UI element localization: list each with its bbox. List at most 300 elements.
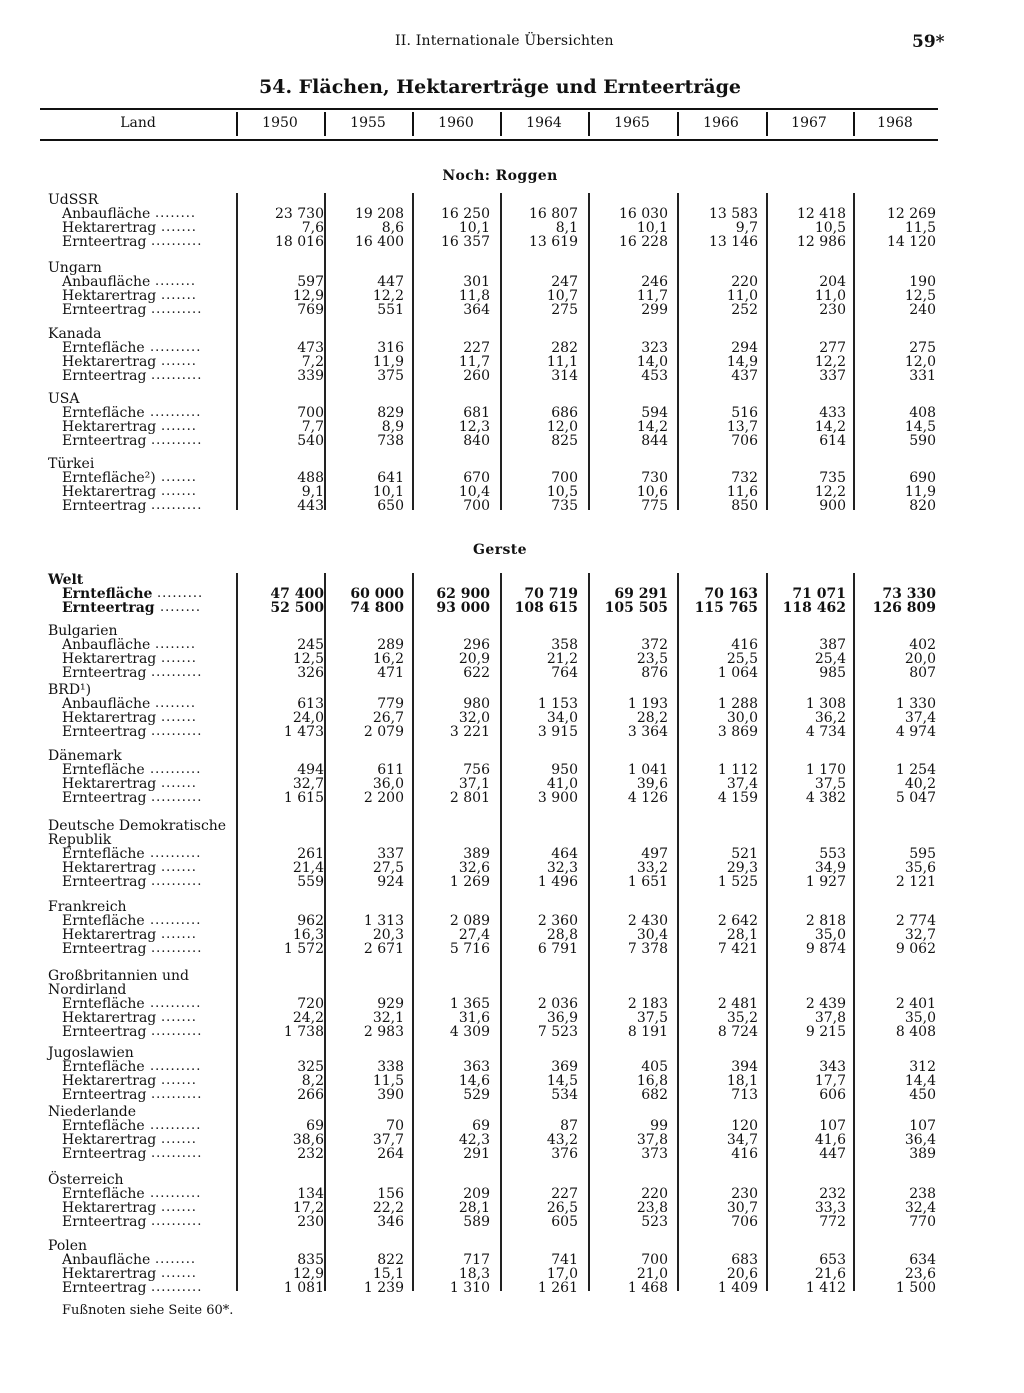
table-cell: 35,2 xyxy=(726,1009,758,1026)
table-cell: 1 112 xyxy=(717,761,758,778)
table-cell: 2 360 xyxy=(537,912,578,929)
table-cell: 14,9 xyxy=(726,353,758,370)
table-row xyxy=(40,1088,938,1102)
row-label: Ernteertrag xyxy=(62,432,147,449)
table-cell: 35,0 xyxy=(904,1009,936,1026)
table-cell: 343 xyxy=(819,1058,846,1075)
column-header-year: 1950 xyxy=(262,115,298,131)
row-label: Hektarertrag xyxy=(62,418,157,435)
table-cell: 7,6 xyxy=(301,219,324,236)
table-row xyxy=(40,914,938,928)
table-cell: 929 xyxy=(377,995,404,1012)
table-cell: 924 xyxy=(377,873,404,890)
table-cell: 717 xyxy=(463,1251,490,1268)
table-cell: 21,4 xyxy=(292,859,324,876)
row-label: Ernteertrag xyxy=(62,1145,147,1162)
table-cell: 363 xyxy=(463,1058,490,1075)
table-cell: 28,8 xyxy=(546,926,578,943)
table-cell: 238 xyxy=(909,1185,936,1202)
table-row xyxy=(40,666,938,680)
table-cell: 682 xyxy=(641,1086,668,1103)
running-title: II. Internationale Übersichten xyxy=(395,33,614,49)
row-label: Ernteertrag xyxy=(62,723,147,740)
row-label: Ernteertrag xyxy=(62,367,147,384)
table-cell: 5 047 xyxy=(895,789,936,806)
table-cell: 30,4 xyxy=(636,926,668,943)
table-cell: 7,7 xyxy=(301,418,324,435)
table-cell: 70 719 xyxy=(524,585,578,602)
leader-dots: ....... xyxy=(161,926,197,942)
table-cell: 1 288 xyxy=(717,695,758,712)
table-cell: 1 330 xyxy=(895,695,936,712)
leader-dots: ....... xyxy=(161,709,197,725)
leader-dots: ....... xyxy=(161,775,197,791)
row-label: Erntefläche xyxy=(62,339,145,356)
table-cell: 634 xyxy=(909,1251,936,1268)
header-column-separator xyxy=(588,112,590,136)
table-cell: 779 xyxy=(377,695,404,712)
table-cell: 291 xyxy=(463,1145,490,1162)
leader-dots: .......... xyxy=(151,1023,203,1039)
table-cell: 13 619 xyxy=(529,233,578,250)
row-label: Erntefläche xyxy=(62,585,153,602)
header-column-separator xyxy=(412,112,414,136)
row-label: Hektarertrag xyxy=(62,859,157,876)
table-cell: 9 062 xyxy=(895,940,936,957)
table-cell: 8,2 xyxy=(301,1072,324,1089)
table-row xyxy=(40,420,938,434)
table-cell: 829 xyxy=(377,404,404,421)
leader-dots: ....... xyxy=(161,287,197,303)
table-cell: 559 xyxy=(297,873,324,890)
table-cell: 5 716 xyxy=(449,940,490,957)
table-cell: 706 xyxy=(731,432,758,449)
table-row xyxy=(40,289,938,303)
table-cell: 37,4 xyxy=(726,775,758,792)
table-cell: 156 xyxy=(377,1185,404,1202)
table-cell: 14 120 xyxy=(887,233,936,250)
table-cell: 389 xyxy=(909,1145,936,1162)
table-cell: 844 xyxy=(641,432,668,449)
row-label: Anbaufläche xyxy=(62,636,151,653)
table-header-row xyxy=(40,112,938,138)
table-cell: 1 615 xyxy=(283,789,324,806)
table-cell: 16,3 xyxy=(292,926,324,943)
table-cell: 37,5 xyxy=(636,1009,668,1026)
table-cell: 590 xyxy=(909,432,936,449)
country-name: Kanada xyxy=(48,326,102,342)
table-row xyxy=(40,406,938,420)
table-cell: 10,6 xyxy=(636,483,668,500)
table-cell: 11,7 xyxy=(636,287,668,304)
leader-dots: .......... xyxy=(150,1185,202,1201)
table-row xyxy=(40,697,938,711)
column-header-year: 1960 xyxy=(438,115,474,131)
table-cell: 19 208 xyxy=(355,205,404,222)
country-name: Österreich xyxy=(48,1172,124,1188)
table-cell: 606 xyxy=(819,1086,846,1103)
footnote: Fußnoten siehe Seite 60*. xyxy=(62,1303,234,1318)
table-cell: 15,1 xyxy=(372,1265,404,1282)
table-row xyxy=(40,1187,938,1201)
table-cell: 36,2 xyxy=(814,709,846,726)
table-row xyxy=(40,1060,938,1074)
table-cell: 3 364 xyxy=(627,723,668,740)
table-cell: 605 xyxy=(551,1213,578,1230)
leader-dots: .......... xyxy=(151,940,203,956)
table-cell: 3 915 xyxy=(537,723,578,740)
section-title: Gerste xyxy=(473,542,527,558)
table-cell: 611 xyxy=(377,761,404,778)
table-cell: 13 583 xyxy=(709,205,758,222)
table-cell: 323 xyxy=(641,339,668,356)
table-row xyxy=(40,601,938,615)
leader-dots: ....... xyxy=(161,1199,197,1215)
table-cell: 6 791 xyxy=(537,940,578,957)
table-row xyxy=(40,1267,938,1281)
table-cell: 597 xyxy=(297,273,324,290)
table-header-rule xyxy=(40,139,938,141)
leader-dots: .......... xyxy=(151,873,203,889)
table-cell: 4 309 xyxy=(449,1023,490,1040)
table-cell: 52 500 xyxy=(270,599,324,616)
table-cell: 34,9 xyxy=(814,859,846,876)
country-name: Niederlande xyxy=(48,1104,137,1120)
table-cell: 37,5 xyxy=(814,775,846,792)
table-cell: 38,6 xyxy=(292,1131,324,1148)
table-cell: 28,2 xyxy=(636,709,668,726)
table-cell: 950 xyxy=(551,761,578,778)
leader-dots: .......... xyxy=(151,789,203,805)
table-cell: 2 439 xyxy=(805,995,846,1012)
table-cell: 2 200 xyxy=(363,789,404,806)
table-cell: 23 730 xyxy=(275,205,324,222)
table-cell: 1 313 xyxy=(363,912,404,929)
column-header-year: 1967 xyxy=(791,115,827,131)
page-number: 59* xyxy=(912,32,945,52)
country-name: Dänemark xyxy=(48,748,122,764)
table-cell: 9,7 xyxy=(735,219,758,236)
table-cell: 3 221 xyxy=(449,723,490,740)
table-cell: 11,7 xyxy=(458,353,490,370)
table-cell: 37,7 xyxy=(372,1131,404,1148)
table-cell: 7 421 xyxy=(717,940,758,957)
leader-dots: .......... xyxy=(151,1279,203,1295)
table-cell: 11,0 xyxy=(726,287,758,304)
column-header-land: Land xyxy=(120,115,156,131)
table-cell: 13 146 xyxy=(709,233,758,250)
leader-dots: ....... xyxy=(161,353,197,369)
leader-dots: ........ xyxy=(155,205,197,221)
table-cell: 87 xyxy=(560,1117,578,1134)
leader-dots: ......... xyxy=(157,585,204,601)
row-label: Hektarertrag xyxy=(62,1199,157,1216)
table-cell: 1 254 xyxy=(895,761,936,778)
table-cell: 2 036 xyxy=(537,995,578,1012)
table-cell: 683 xyxy=(731,1251,758,1268)
table-cell: 11,1 xyxy=(546,353,578,370)
table-cell: 850 xyxy=(731,497,758,514)
leader-dots: .......... xyxy=(151,367,203,383)
table-cell: 4 126 xyxy=(627,789,668,806)
table-cell: 30,0 xyxy=(726,709,758,726)
table-cell: 2 183 xyxy=(627,995,668,1012)
row-label: Erntefläche xyxy=(62,761,145,778)
table-cell: 523 xyxy=(641,1213,668,1230)
country-name: Welt xyxy=(48,572,84,588)
table-cell: 387 xyxy=(819,636,846,653)
row-label: Hektarertrag xyxy=(62,1131,157,1148)
table-cell: 835 xyxy=(297,1251,324,1268)
table-cell: 650 xyxy=(377,497,404,514)
table-cell: 372 xyxy=(641,636,668,653)
table-cell: 700 xyxy=(551,469,578,486)
row-label: Erntefläche xyxy=(62,1117,145,1134)
table-cell: 653 xyxy=(819,1251,846,1268)
row-label: Hektarertrag xyxy=(62,483,157,500)
country-name: Ungarn xyxy=(48,260,102,276)
country-name: Republik xyxy=(48,831,112,848)
row-label: Ernteertrag xyxy=(62,497,147,514)
table-cell: 8,9 xyxy=(381,418,404,435)
leader-dots: ....... xyxy=(161,483,197,499)
table-cell: 62 900 xyxy=(436,585,490,602)
section-body xyxy=(40,192,938,514)
table-row xyxy=(40,1133,938,1147)
table-cell: 681 xyxy=(463,404,490,421)
leader-dots: .......... xyxy=(150,761,202,777)
table-cell: 1 525 xyxy=(717,873,758,890)
table-cell: 14,5 xyxy=(904,418,936,435)
leader-dots: .......... xyxy=(151,723,203,739)
table-cell: 732 xyxy=(731,469,758,486)
leader-dots: .......... xyxy=(150,1117,202,1133)
row-label: Ernteertrag xyxy=(62,873,147,890)
table-cell: 232 xyxy=(297,1145,324,1162)
row-label: Erntefläche xyxy=(62,404,145,421)
row-label: Ernteertrag xyxy=(62,233,147,250)
row-label: Hektarertrag xyxy=(62,1072,157,1089)
table-cell: 488 xyxy=(297,469,324,486)
table-cell: 230 xyxy=(731,1185,758,1202)
table-cell: 266 xyxy=(297,1086,324,1103)
table-cell: 1 170 xyxy=(805,761,846,778)
table-cell: 73 330 xyxy=(882,585,936,602)
table-cell: 17,7 xyxy=(814,1072,846,1089)
table-cell: 24,2 xyxy=(292,1009,324,1026)
table-cell: 277 xyxy=(819,339,846,356)
table-cell: 11,0 xyxy=(814,287,846,304)
table-cell: 230 xyxy=(819,301,846,318)
table-cell: 3 900 xyxy=(537,789,578,806)
table-cell: 840 xyxy=(463,432,490,449)
table-cell: 450 xyxy=(909,1086,936,1103)
table-cell: 10,1 xyxy=(458,219,490,236)
table-cell: 289 xyxy=(377,636,404,653)
leader-dots: .......... xyxy=(150,404,202,420)
table-cell: 32,1 xyxy=(372,1009,404,1026)
table-row xyxy=(40,638,938,652)
table-cell: 2 401 xyxy=(895,995,936,1012)
table-cell: 12,0 xyxy=(546,418,578,435)
table-cell: 1 496 xyxy=(537,873,578,890)
row-label: Hektarertrag xyxy=(62,219,157,236)
table-cell: 437 xyxy=(731,367,758,384)
table-cell: 32,4 xyxy=(904,1199,936,1216)
table-cell: 12 418 xyxy=(797,205,846,222)
table-cell: 1 473 xyxy=(283,723,324,740)
table-cell: 17,0 xyxy=(546,1265,578,1282)
table-cell: 2 089 xyxy=(449,912,490,929)
table-row xyxy=(40,221,938,235)
table-cell: 260 xyxy=(463,367,490,384)
column-header-year: 1968 xyxy=(877,115,913,131)
table-cell: 20,6 xyxy=(726,1265,758,1282)
table-cell: 337 xyxy=(819,367,846,384)
table-cell: 2 801 xyxy=(449,789,490,806)
table-cell: 9 874 xyxy=(805,940,846,957)
table-cell: 37,8 xyxy=(814,1009,846,1026)
table-row xyxy=(40,471,938,485)
table-cell: 105 505 xyxy=(604,599,668,616)
table-cell: 12,2 xyxy=(372,287,404,304)
table-cell: 301 xyxy=(463,273,490,290)
table-cell: 447 xyxy=(819,1145,846,1162)
table-row xyxy=(40,1025,938,1039)
table-cell: 2 430 xyxy=(627,912,668,929)
table-cell: 17,2 xyxy=(292,1199,324,1216)
table-cell: 433 xyxy=(819,404,846,421)
table-row xyxy=(40,303,938,317)
table-row xyxy=(40,235,938,249)
table-cell: 735 xyxy=(819,469,846,486)
column-header-year: 1965 xyxy=(614,115,650,131)
table-cell: 37,1 xyxy=(458,775,490,792)
table-cell: 820 xyxy=(909,497,936,514)
table-cell: 613 xyxy=(297,695,324,712)
row-label: Hektarertrag xyxy=(62,926,157,943)
table-cell: 369 xyxy=(551,1058,578,1075)
country-name: USA xyxy=(48,391,80,407)
table-cell: 1 261 xyxy=(537,1279,578,1296)
row-label: Hektarertrag xyxy=(62,650,157,667)
table-cell: 876 xyxy=(641,664,668,681)
row-label: Hektarertrag xyxy=(62,775,157,792)
leader-dots: .......... xyxy=(150,1058,202,1074)
table-cell: 2 671 xyxy=(363,940,404,957)
table-cell: 443 xyxy=(297,497,324,514)
table-cell: 37,4 xyxy=(904,709,936,726)
table-cell: 43,2 xyxy=(546,1131,578,1148)
table-cell: 115 765 xyxy=(694,599,758,616)
table-cell: 23,8 xyxy=(636,1199,668,1216)
header-column-separator xyxy=(500,112,502,136)
table-cell: 9,1 xyxy=(301,483,324,500)
table-cell: 686 xyxy=(551,404,578,421)
table-cell: 18,3 xyxy=(458,1265,490,1282)
running-header xyxy=(0,33,1024,55)
header-column-separator xyxy=(677,112,679,136)
table-cell: 14,2 xyxy=(636,418,668,435)
leader-dots: .......... xyxy=(150,339,202,355)
table-cell: 18,1 xyxy=(726,1072,758,1089)
country-name: Frankreich xyxy=(48,899,127,915)
table-cell: 1 193 xyxy=(627,695,668,712)
table-cell: 2 774 xyxy=(895,912,936,929)
table-cell: 107 xyxy=(819,1117,846,1134)
table-cell: 720 xyxy=(297,995,324,1012)
table-cell: 275 xyxy=(551,301,578,318)
table-row xyxy=(40,1281,938,1295)
table-cell: 2 983 xyxy=(363,1023,404,1040)
table-cell: 32,6 xyxy=(458,859,490,876)
leader-dots: .......... xyxy=(151,497,203,513)
table-cell: 16 250 xyxy=(441,205,490,222)
leader-dots: ........ xyxy=(155,273,197,289)
table-cell: 8,6 xyxy=(381,219,404,236)
table-title: 54. Flächen, Hektarerträge und Ernteerträge xyxy=(259,76,741,98)
table-row xyxy=(40,652,938,666)
table-cell: 622 xyxy=(463,664,490,681)
table-row xyxy=(40,875,938,889)
table-row xyxy=(40,997,938,1011)
table-cell: 453 xyxy=(641,367,668,384)
table-cell: 4 734 xyxy=(805,723,846,740)
table-cell: 26,7 xyxy=(372,709,404,726)
table-row xyxy=(40,275,938,289)
table-cell: 8 191 xyxy=(627,1023,668,1040)
table-cell: 641 xyxy=(377,469,404,486)
table-cell: 12,3 xyxy=(458,418,490,435)
table-cell: 120 xyxy=(731,1117,758,1134)
header-column-separator xyxy=(853,112,855,136)
table-cell: 12,0 xyxy=(904,353,936,370)
table-cell: 497 xyxy=(641,845,668,862)
table-row xyxy=(40,942,938,956)
table-cell: 294 xyxy=(731,339,758,356)
table-cell: 1 468 xyxy=(627,1279,668,1296)
table-cell: 118 462 xyxy=(782,599,846,616)
table-cell: 16 400 xyxy=(355,233,404,250)
leader-dots: ........ xyxy=(155,1251,197,1267)
table-cell: 10,1 xyxy=(636,219,668,236)
section-body xyxy=(40,572,938,1296)
table-cell: 7 523 xyxy=(537,1023,578,1040)
table-top-rule xyxy=(40,108,938,110)
table-cell: 690 xyxy=(909,469,936,486)
table-cell: 985 xyxy=(819,664,846,681)
table-cell: 21,0 xyxy=(636,1265,668,1282)
table-cell: 1 500 xyxy=(895,1279,936,1296)
table-cell: 364 xyxy=(463,301,490,318)
table-cell: 107 xyxy=(909,1117,936,1134)
country-name: Jugoslawien xyxy=(48,1045,134,1061)
table-cell: 220 xyxy=(641,1185,668,1202)
table-cell: 12,9 xyxy=(292,1265,324,1282)
country-name: BRD¹) xyxy=(48,682,92,698)
table-cell: 8,1 xyxy=(555,219,578,236)
table-cell: 42,3 xyxy=(458,1131,490,1148)
table-cell: 24,0 xyxy=(292,709,324,726)
table-cell: 39,6 xyxy=(636,775,668,792)
table-cell: 416 xyxy=(731,636,758,653)
row-label: Ernteertrag xyxy=(62,1213,147,1230)
table-cell: 14,4 xyxy=(904,1072,936,1089)
table-cell: 12,2 xyxy=(814,483,846,500)
table-cell: 534 xyxy=(551,1086,578,1103)
table-cell: 529 xyxy=(463,1086,490,1103)
leader-dots: ....... xyxy=(161,219,197,235)
